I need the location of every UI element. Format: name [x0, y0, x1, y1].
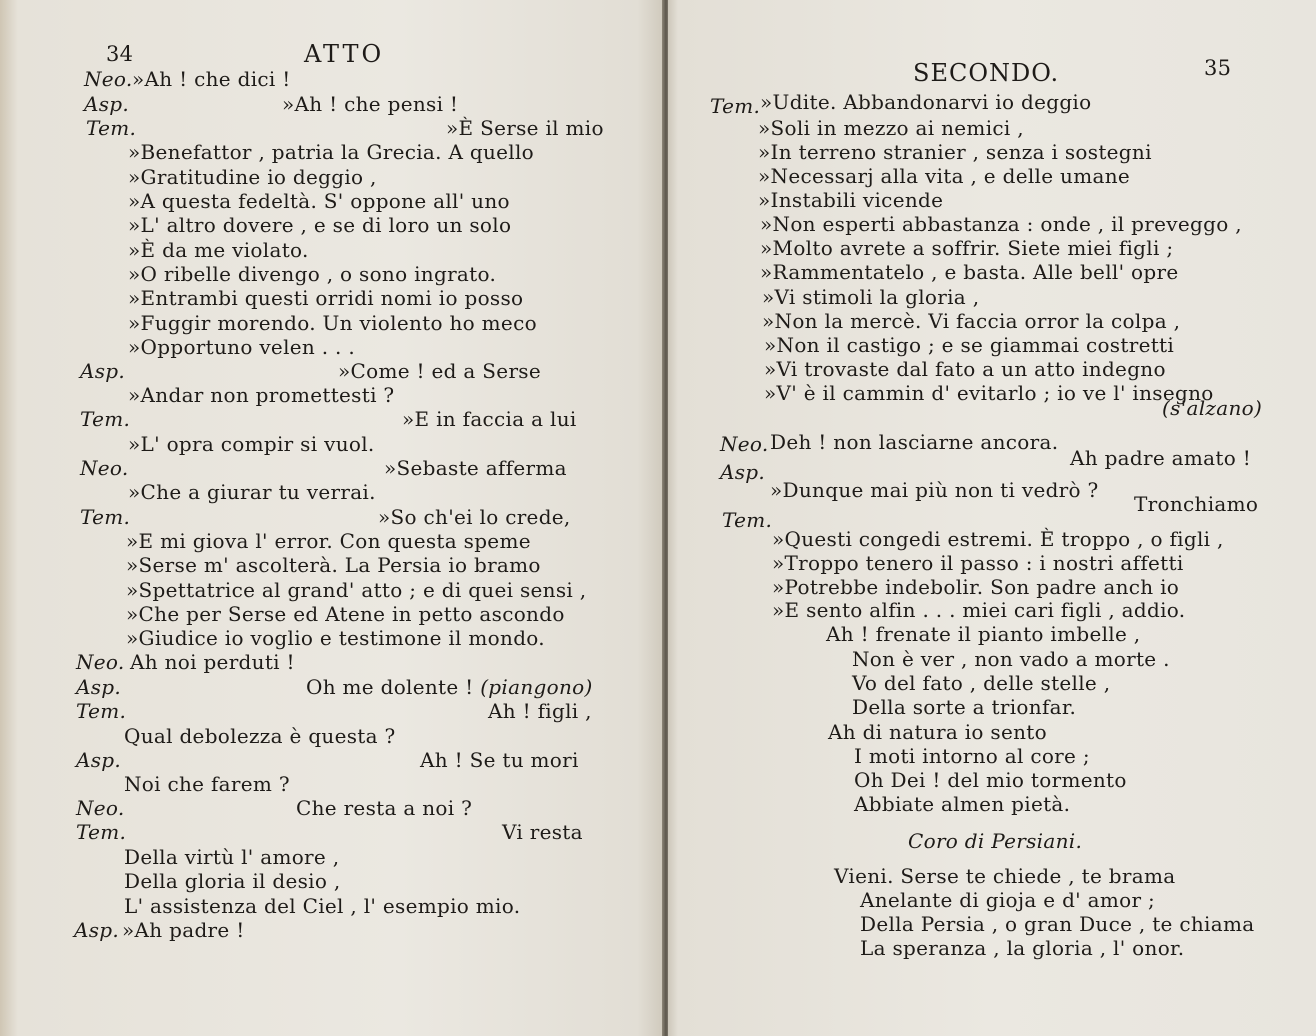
speaker-label: Tem. [722, 508, 773, 532]
speaker-label: Neo. [76, 650, 125, 674]
verse-line: Vi resta [502, 820, 583, 844]
verse-line: »E in faccia a lui [402, 407, 577, 431]
verse-line: Vieni. Serse te chiede , te brama [834, 864, 1176, 888]
verse-line: »V' è il cammin d' evitarlo ; io ve l' insegno [764, 381, 1214, 405]
verse-line: Anelante di gioja e d' amor ; [860, 888, 1156, 912]
speaker-label: Asp. [80, 359, 126, 383]
verse-line: »Ah ! che pensi ! [282, 92, 459, 116]
speaker-label: Tem. [80, 505, 131, 529]
verse-line: »Che per Serse ed Atene in petto ascondo [126, 602, 565, 626]
stage-direction: (piangono) [480, 675, 593, 699]
verse-line: »Spettatrice al grand' atto ; e di quei sensi , [126, 578, 587, 602]
verse-line: »L' opra compir si vuol. [128, 432, 375, 456]
verse-line: »Troppo tenero il passo : i nostri affetti [772, 551, 1184, 575]
verse-line: »Benefattor , patria la Grecia. A quello [128, 140, 535, 164]
verse-line: Ah noi perduti ! [130, 650, 295, 674]
verse-line: »Udite. Abbandonarvi io deggio [760, 90, 1092, 114]
verse-line: »Soli in mezzo ai nemici , [758, 116, 1024, 140]
verse-line: »Entrambi questi orridi nomi io posso [128, 286, 524, 310]
verse-line: Ah di natura io sento [828, 720, 1047, 744]
verse-line: »È da me violato. [128, 238, 309, 262]
speaker-label: Neo. [84, 67, 133, 91]
verse-line: Noi che farem ? [124, 772, 290, 796]
running-header: ATTO [304, 40, 385, 68]
verse-line: »Serse m' ascolterà. La Persia io bramo [126, 553, 541, 577]
stage-direction: (s'alzano) [1162, 396, 1263, 420]
speaker-label: Tem. [80, 407, 131, 431]
verse-line: »Ah padre ! [122, 918, 245, 942]
verse-line: »A questa fedeltà. S' oppone all' uno [128, 189, 510, 213]
verse-line: Abbiate almen pietà. [854, 792, 1071, 816]
verse-line: »Giudice io voglio e testimone il mondo. [126, 626, 545, 650]
verse-line: Della Persia , o gran Duce , te chiama [860, 912, 1255, 936]
page-number: 35 [1204, 56, 1232, 80]
verse-line: Della sorte a trionfar. [852, 695, 1077, 719]
verse-line: »Non esperti abbastanza : onde , il preveggo , [760, 212, 1242, 236]
verse-line: »Vi trovaste dal fato a un atto indegno [764, 357, 1166, 381]
verse-line: »E mi giova l' error. Con questa speme [126, 529, 531, 553]
verse-line: Non è ver , non vado a morte . [852, 647, 1170, 671]
speaker-label: Tem. [76, 820, 127, 844]
verse-line: »Fuggir morendo. Un violento ho meco [128, 311, 537, 335]
verse-line: Tronchiamo [1134, 492, 1259, 516]
verse-line: »Che a giurar tu verrai. [128, 480, 376, 504]
verse-line: »È Serse il mio [446, 116, 604, 140]
verse-line: Della virtù l' amore , [124, 845, 340, 869]
verse-line: »In terreno stranier , senza i sostegni [758, 140, 1152, 164]
speaker-label: Tem. [76, 699, 127, 723]
verse-line: »O ribelle divengo , o sono ingrato. [128, 262, 497, 286]
verse-line: Ah padre amato ! [1070, 446, 1252, 470]
verse-line: Deh ! non lasciarne ancora. [770, 430, 1059, 454]
speaker-label: Asp. [76, 675, 122, 699]
verse-line: Che resta a noi ? [296, 796, 473, 820]
speaker-label: Asp. [76, 748, 122, 772]
verse-line: Ah ! figli , [488, 699, 592, 723]
verse-line: »Questi congedi estremi. È troppo , o figli , [772, 527, 1224, 551]
verse-line: »Non il castigo ; e se giammai costretti [764, 333, 1175, 357]
right-page [668, 0, 1316, 1036]
verse-line: »Opportuno velen . . . [128, 335, 356, 359]
verse-line: Della gloria il desio , [124, 869, 341, 893]
verse-line: La speranza , la gloria , l' onor. [860, 936, 1185, 960]
verse-line: »Necessarj alla vita , e delle umane [758, 164, 1131, 188]
verse-line: »So ch'ei lo crede, [378, 505, 571, 529]
speaker-label: Tem. [86, 116, 137, 140]
verse-line: Ah ! frenate il pianto imbelle , [826, 622, 1141, 646]
verse-line: »Ah ! che dici ! [132, 67, 291, 91]
speaker-label: Asp. [720, 460, 766, 484]
verse-text: Oh me dolente ! [306, 675, 481, 699]
running-header: SECONDO. [913, 59, 1060, 87]
verse-line: »Vi stimoli la gloria , [762, 285, 980, 309]
verse-line: »Dunque mai più non ti vedrò ? [770, 478, 1099, 502]
page-number: 34 [106, 42, 134, 66]
verse-line: I moti intorno al core ; [854, 744, 1090, 768]
chorus-heading: Coro di Persiani. [908, 829, 1083, 853]
verse-line: »Potrebbe indebolir. Son padre anch io [772, 575, 1180, 599]
speaker-label: Tem. [710, 94, 761, 118]
verse-line: »Sebaste afferma [384, 456, 567, 480]
verse-line: Ah ! Se tu mori [420, 748, 579, 772]
verse-line: L' assistenza del Ciel , l' esempio mio. [124, 894, 521, 918]
verse-line: »E sento alfin . . . miei cari figli , addio. [772, 598, 1186, 622]
verse-line: »Non la mercè. Vi faccia orror la colpa , [762, 309, 1181, 333]
verse-line: »Instabili vicende [758, 188, 944, 212]
verse-line [306, 675, 593, 699]
verse-line: »Rammentatelo , e basta. Alle bell' opre [760, 260, 1179, 284]
verse-line: »Gratitudine io deggio , [128, 165, 377, 189]
verse-line: »Come ! ed a Serse [338, 359, 542, 383]
speaker-label: Neo. [76, 796, 125, 820]
verse-line: Oh Dei ! del mio tormento [854, 768, 1127, 792]
verse-line: Qual debolezza è questa ? [124, 724, 396, 748]
verse-line: »Molto avrete a soffrir. Siete miei figli ; [760, 236, 1174, 260]
speaker-label: Asp. [74, 918, 120, 942]
speaker-label: Neo. [80, 456, 129, 480]
verse-line: »Andar non promettesti ? [128, 383, 395, 407]
speaker-label: Asp. [84, 92, 130, 116]
verse-line: Vo del fato , delle stelle , [852, 671, 1111, 695]
verse-line: »L' altro dovere , e se di loro un solo [128, 213, 512, 237]
speaker-label: Neo. [720, 432, 769, 456]
